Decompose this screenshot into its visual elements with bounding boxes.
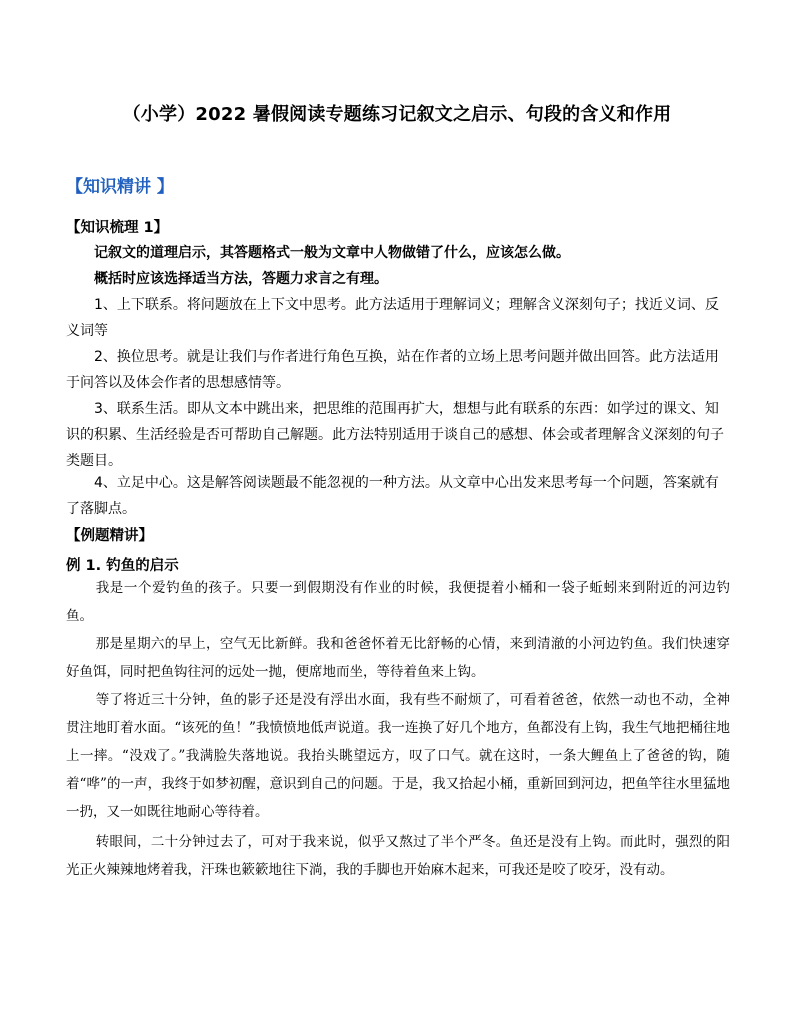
example-title: 例 1. 钓鱼的启示 [66, 558, 179, 574]
method-1: 1、上下联系。将问题放在上下文中思考。此方法适用于理解词义；理解含义深刻句子；找近义词、反义词等 [66, 297, 719, 339]
example-heading: 【例题精讲】 [66, 528, 153, 544]
story-paragraph-4: 转眼间，二十分钟过去了，可对于我来说，似乎又熬过了半个严冬。鱼还是没有上钩。而此时，强烈的阳光正火辣辣地烤着我，汗珠也簌簌地往下淌，我的手脚也开始麻木起来，可我还是咬了咬牙，没有动。 [66, 834, 730, 878]
method-3: 3、联系生活。即从文本中跳出来，把思维的范围再扩大，想想与此有联系的东西：如学过的课文、知识的积累、生活经验是否可帮助自己解题。此方法特别适用于谈自己的感想、体会或者理解含义深刻的句子类题目。 [66, 401, 724, 469]
story-paragraph-2: 那是星期六的早上，空气无比新鲜。我和爸爸怀着无比舒畅的心情，来到清澈的小河边钓鱼。我们快速穿好鱼饵，同时把鱼钩往河的远处一抛，便席地而坐，等待着鱼来上钩。 [66, 636, 730, 680]
story-paragraph-1: 我是一个爱钓鱼的孩子。只要一到假期没有作业的时候，我便提着小桶和一袋子蚯蚓来到附近的河边钓鱼。 [66, 580, 730, 624]
method-2: 2、换位思考。就是让我们与作者进行角色互换，站在作者的立场上思考问题并做出回答。此方法适用于问答以及体会作者的思想感情等。 [66, 349, 719, 391]
section-header: 【知识精讲 】 [66, 177, 174, 197]
intro-line-1: 记叙文的道理启示，其答题格式一般为文章中人物做错了什么，应该怎么做。 [94, 245, 570, 261]
method-4: 4、立足中心。这是解答阅读题最不能忽视的一种方法。从文章中心出发来思考每一个问题，答案就有了落脚点。 [66, 475, 719, 517]
story-paragraph-3: 等了将近三十分钟，鱼的影子还是没有浮出水面，我有些不耐烦了，可看着爸爸，依然一动也不动，全神贯注地盯着水面。“该死的鱼！”我愤愤地低声说道。我一连换了好几个地方，鱼都没有上钩，我生气地把桶往地上一摔。“没戏了。”我满脸失落地说。我抬头眺望远方，叹了口气。就在这时，一条大鲤鱼上了爸爸的钩，随着“哗”的一声，我终于如梦初醒，意识到自己的问题。于是，我又拾起小桶，重新回到河边，把鱼竿往水里猛地一扔，又一如既往地耐心等待着。 [66, 692, 730, 820]
intro-line-2: 概括时应该选择适当方法，答题力求言之有理。 [94, 271, 388, 287]
knowledge-heading: 【知识梳理 1】 [66, 220, 169, 236]
document-title: （小学）2022 暑假阅读专题练习记叙文之启示、句段的含义和作用 [122, 104, 672, 125]
